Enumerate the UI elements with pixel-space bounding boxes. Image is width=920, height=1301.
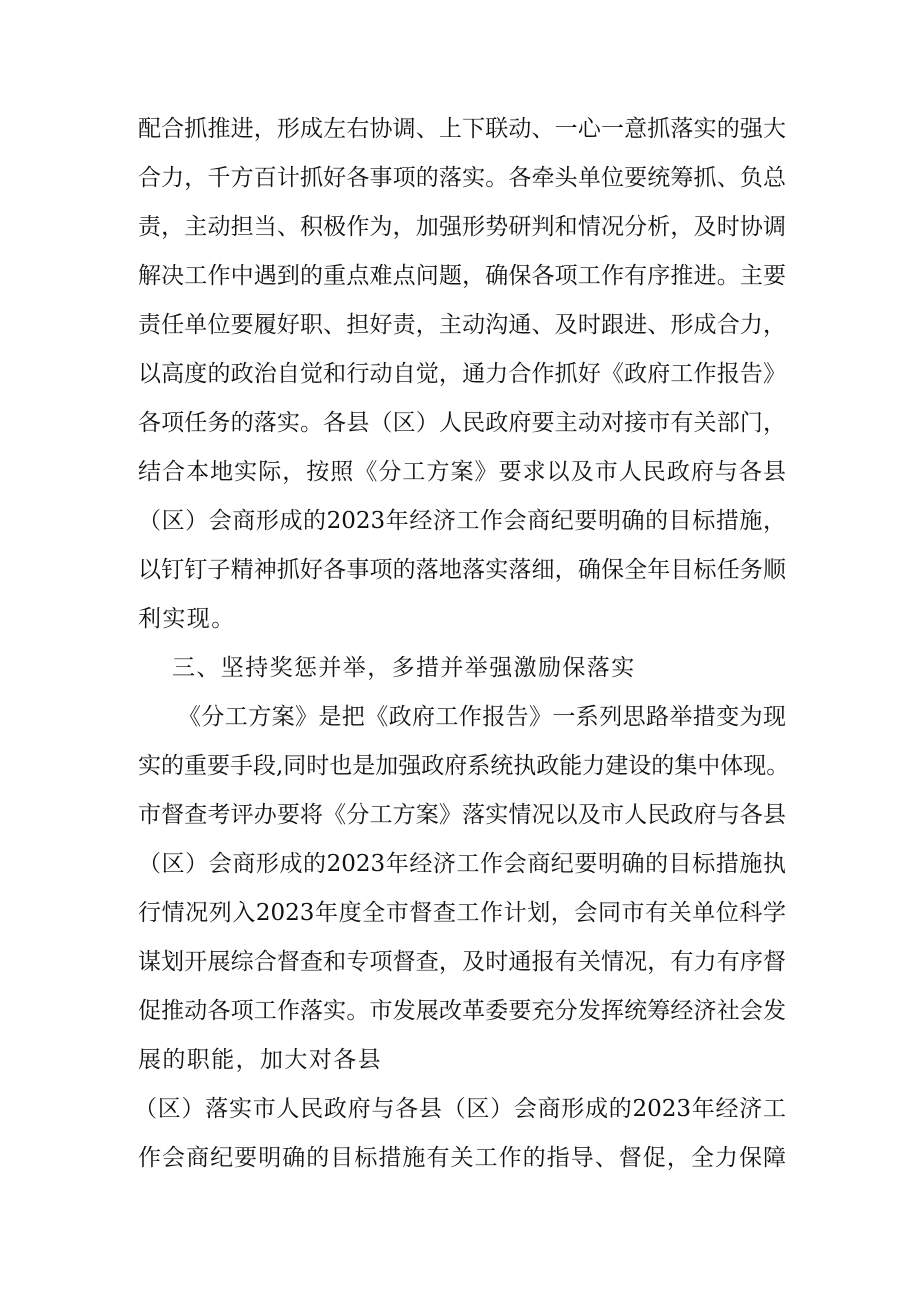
body-text-line: 责任单位要履好职、担好责，主动沟通、及时跟进、形成合力， xyxy=(138,312,786,338)
body-text-line: 以钉钉子精神抓好各事项的落地落实落细，确保全年目标任务顺 xyxy=(138,557,786,583)
body-text-line: （区）会商形成的2023年经济工作会商纪要明确的目标措施， xyxy=(138,508,786,534)
body-text-line: （区）会商形成的2023年经济工作会商纪要明确的目标措施执 xyxy=(138,851,786,877)
body-text-line: 谋划开展综合督查和专项督查，及时通报有关情况，有力有序督 xyxy=(138,949,786,975)
section-heading: 三、坚持奖惩并举，多措并举强激励保落实 xyxy=(172,655,636,681)
body-text-line: 解决工作中遇到的重点难点问题，确保各项工作有序推进。主要 xyxy=(138,263,786,289)
body-text-line: 配合抓推进，形成左右协调、上下联动、一心一意抓落实的强大 xyxy=(138,116,786,142)
body-text-line: 展的职能，加大对各县 xyxy=(138,1047,382,1073)
body-text-line: 行情况列入2023年度全市督查工作计划，会同市有关单位科学 xyxy=(138,900,786,926)
body-text-line: 作会商纪要明确的目标措施有关工作的指导、督促，全力保障 xyxy=(138,1145,786,1171)
paragraph-first-line: 《分工方案》是把《政府工作报告》一系列思路举措变为现 xyxy=(178,704,786,730)
body-text-line: 结合本地实际，按照《分工方案》要求以及市人民政府与各县 xyxy=(138,459,786,485)
body-text-line: 责，主动担当、积极作为，加强形势研判和情况分析，及时协调 xyxy=(138,214,786,240)
body-text-line: 市督查考评办要将《分工方案》落实情况以及市人民政府与各县 xyxy=(138,802,786,828)
body-text-line: 利实现。 xyxy=(138,606,236,632)
body-text-line: 促推动各项工作落实。市发展改革委要充分发挥统筹经济社会发 xyxy=(138,998,786,1024)
body-text-line: 各项任务的落实。各县（区）人民政府要主动对接市有关部门， xyxy=(138,410,786,436)
body-text-line: 实的重要手段,同时也是加强政府系统执政能力建设的集中体现。 xyxy=(138,753,790,779)
body-text-line: 以高度的政治自觉和行动自觉，通力合作抓好《政府工作报告》 xyxy=(138,361,786,387)
body-text-line: （区）落实市人民政府与各县（区）会商形成的2023年经济工 xyxy=(134,1096,786,1122)
body-text-line: 合力，千方百计抓好各事项的落实。各牵头单位要统筹抓、负总 xyxy=(138,165,786,191)
